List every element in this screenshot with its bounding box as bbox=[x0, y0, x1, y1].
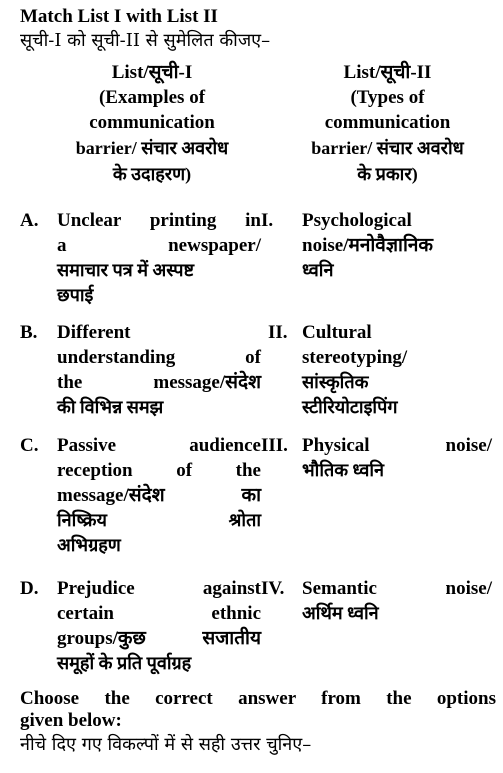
match-row-a bbox=[20, 208, 496, 318]
list-one-item-d bbox=[57, 576, 261, 676]
list-two-marker: IV. bbox=[261, 578, 285, 599]
list-two-heading: List/सूची-II bbox=[343, 62, 432, 83]
item-line: Passive audience bbox=[57, 435, 261, 456]
item-line: स्टीरियोटाइपिंग bbox=[302, 397, 398, 417]
list-one-subheading-line: (Examples of bbox=[98, 87, 206, 108]
item-line: Cultural bbox=[302, 322, 372, 343]
item-line: निष्क्रिय श्रोता bbox=[57, 510, 261, 530]
instruction-line-hi: नीचे दिए गए विकल्पों में से सही उत्तर चुनिए– bbox=[20, 734, 312, 755]
item-line: सांस्कृतिक bbox=[302, 372, 369, 392]
list-one-marker: D. bbox=[20, 578, 39, 599]
list-one-marker: A. bbox=[20, 210, 39, 231]
list-one-marker: B. bbox=[20, 322, 38, 343]
item-line: understanding of bbox=[57, 347, 261, 368]
item-line: भौतिक ध्वनि bbox=[302, 460, 384, 480]
list-one-subheading-line: barrier/ संचार अवरोध bbox=[75, 138, 229, 158]
list-two-item-i bbox=[302, 208, 492, 283]
item-line: message/संदेश का bbox=[57, 485, 261, 506]
item-line: समाचार पत्र में अस्पष्ट bbox=[57, 260, 194, 280]
item-line: Psychological bbox=[302, 210, 412, 231]
list-two-marker: I. bbox=[261, 210, 274, 231]
match-row-d bbox=[20, 576, 496, 681]
list-two-marker: II. bbox=[268, 322, 288, 343]
answer-instruction bbox=[20, 688, 496, 758]
match-row-c bbox=[20, 433, 496, 568]
list-headings bbox=[20, 60, 496, 230]
list-one-item-c bbox=[57, 433, 261, 558]
list-two-marker: III. bbox=[261, 435, 288, 456]
list-two-subheading-line: barrier/ संचार अवरोध bbox=[311, 138, 464, 158]
list-one-marker: C. bbox=[20, 435, 39, 456]
list-two-subheading-line: (Types of bbox=[350, 87, 425, 108]
item-line: Physical noise/ bbox=[302, 435, 492, 456]
item-line: Prejudice against bbox=[57, 578, 261, 599]
list-one-heading-block bbox=[26, 60, 278, 187]
match-row-b bbox=[20, 320, 496, 430]
instruction-line-en: given below: bbox=[20, 710, 122, 731]
list-one-item-b bbox=[57, 320, 261, 420]
list-two-subheading-line: communication bbox=[324, 112, 451, 133]
item-line: की विभिन्न समझ bbox=[57, 397, 164, 417]
item-line: certain ethnic bbox=[57, 603, 261, 624]
list-one-subheading-line: communication bbox=[89, 112, 215, 133]
list-one-item-a bbox=[57, 208, 261, 308]
list-two-item-iii bbox=[302, 433, 492, 483]
item-line: अभिग्रहण bbox=[57, 535, 121, 555]
item-line: अर्थिम ध्वनि bbox=[302, 603, 379, 623]
list-two-subheading-line: के प्रकार) bbox=[357, 164, 418, 184]
instruction-line-en: Choose the correct answer from the options bbox=[20, 688, 496, 709]
item-line: groups/कुछ सजातीय bbox=[57, 628, 261, 649]
question-title-hi: सूची-I को सूची-II से सुमेलित कीजए– bbox=[20, 30, 271, 51]
question-block bbox=[20, 6, 496, 230]
item-line: Different bbox=[57, 322, 131, 343]
list-one-subheading-line: के उदाहरण) bbox=[112, 164, 192, 184]
list-two-item-ii bbox=[302, 320, 492, 420]
item-line: छपाई bbox=[57, 285, 94, 305]
list-two-heading-block bbox=[275, 60, 500, 187]
item-line: stereotyping/ bbox=[302, 347, 408, 368]
item-line: the message/संदेश bbox=[57, 372, 261, 393]
item-line: Semantic noise/ bbox=[302, 578, 492, 599]
list-one-heading: List/सूची-I bbox=[111, 62, 193, 83]
item-line: reception of the bbox=[57, 460, 261, 481]
item-line: ध्वनि bbox=[302, 260, 334, 280]
item-line: a newspaper/ bbox=[57, 235, 261, 256]
item-line: Unclear printing in bbox=[57, 210, 261, 231]
item-line: noise/मनोवैज्ञानिक bbox=[302, 235, 434, 256]
question-title-en: Match List I with List II bbox=[20, 6, 218, 27]
item-line: समूहों के प्रति पूर्वाग्रह bbox=[57, 653, 192, 673]
list-two-item-iv bbox=[302, 576, 492, 626]
